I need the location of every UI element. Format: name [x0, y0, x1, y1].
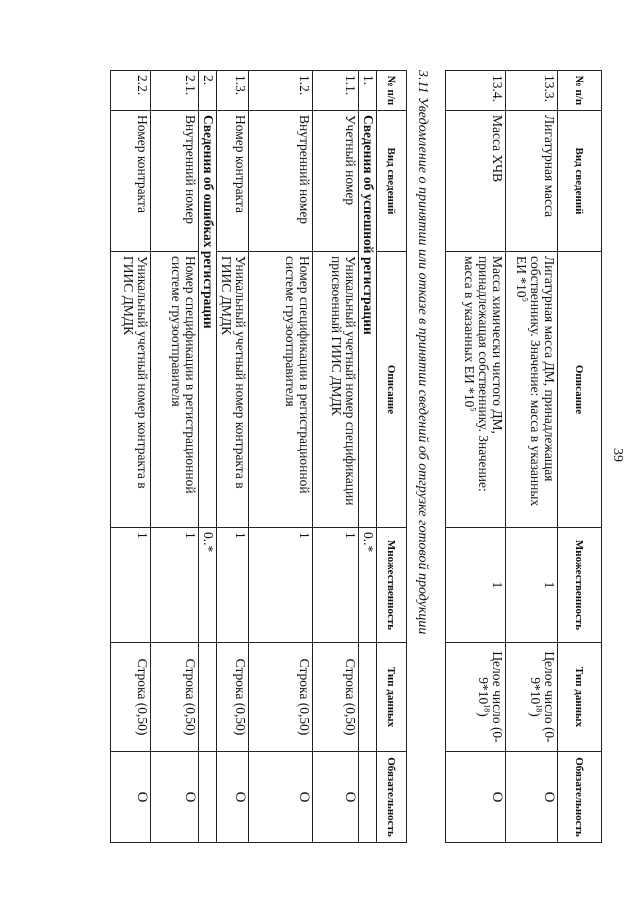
- cell-type: Строка (0,50): [313, 643, 359, 752]
- cell-kind: Номер контракта: [217, 111, 249, 252]
- table-mass: [445, 70, 602, 843]
- table-row: [199, 71, 217, 843]
- cell-desc: Номер спецификации в регистрационной системе грузоотправителя: [249, 252, 313, 528]
- cell-num: 2.: [199, 71, 217, 111]
- cell-mult: 1: [313, 528, 359, 643]
- table-row: [313, 71, 359, 843]
- header-desc: Описание: [377, 252, 407, 528]
- section-caption: 3.11 Уведомление о принятии или отказе в принятии сведений об отгрузке готовой продукции: [415, 70, 430, 635]
- cell-type: Строка (0,50): [249, 643, 313, 752]
- page-number: 39: [610, 448, 625, 462]
- cell-mult: 0..*: [199, 528, 217, 643]
- header-num: № п/п: [558, 71, 602, 111]
- header-desc: Описание: [558, 252, 602, 528]
- section-title: Сведения об успешной регистрации: [359, 111, 377, 528]
- cell-desc: Уникальный учетный номер контракта в ГИИС ДМДК: [111, 252, 151, 528]
- table-row: [217, 71, 249, 843]
- table-row: [359, 71, 377, 843]
- cell-mult: 1: [446, 528, 506, 643]
- cell-mult: 1: [506, 528, 558, 643]
- table-row: [111, 71, 151, 843]
- cell-num: 13.3.: [506, 71, 558, 111]
- cell-type: Целое число $(0-9*10^{18})$: [506, 643, 558, 752]
- cell-mult: 1: [111, 528, 151, 643]
- cell-type: Строка (0,50): [111, 643, 151, 752]
- header-req: Обязательность: [558, 752, 602, 843]
- header-mult: Множественность: [558, 528, 602, 643]
- cell-type: Целое число $(0-9*10^{18})$: [446, 643, 506, 752]
- table-row: [151, 71, 199, 843]
- cell-num: 1.1.: [313, 71, 359, 111]
- table-row: [249, 71, 313, 843]
- header-kind: Вид сведений: [377, 111, 407, 252]
- cell-desc: Уникальный учетный номер контракта в ГИИС ДМДК: [217, 252, 249, 528]
- cell-req: О: [151, 752, 199, 843]
- section-title: Сведения об ошибках регистрации: [199, 111, 217, 528]
- cell-mult: 1: [217, 528, 249, 643]
- cell-req: О: [313, 752, 359, 843]
- cell-num: 2.1.: [151, 71, 199, 111]
- cell-mult: 0..*: [359, 528, 377, 643]
- cell-kind: Масса ХЧВ: [446, 111, 506, 252]
- header-type: Тип данных: [558, 643, 602, 752]
- cell-num: 13.4.: [446, 71, 506, 111]
- table-row: [446, 71, 506, 843]
- cell-kind: Номер контракта: [111, 111, 151, 252]
- header-type: Тип данных: [377, 643, 407, 752]
- cell-mult: 1: [249, 528, 313, 643]
- cell-kind: Внутренний номер: [249, 111, 313, 252]
- cell-kind: Внутренний номер: [151, 111, 199, 252]
- table-row: [506, 71, 558, 843]
- cell-num: 2.2.: [111, 71, 151, 111]
- header-mult: Множественность: [377, 528, 407, 643]
- cell-kind: Учетный номер: [313, 111, 359, 252]
- cell-kind: Лигатурная масса: [506, 111, 558, 252]
- header-kind: Вид сведений: [558, 111, 602, 252]
- cell-desc: Лигатурная масса ДМ, принадлежащая собственнику. Значение: масса в указанных ЕИ $*10^5$: [506, 252, 558, 528]
- cell-desc: Уникальный учетный номер спецификации присвоенный ГИИС ДМДК: [313, 252, 359, 528]
- cell-req: О: [111, 752, 151, 843]
- cell-desc: Номер спецификации в регистрационной системе грузоотправителя: [151, 252, 199, 528]
- cell-req: О: [249, 752, 313, 843]
- cell-type: Строка (0,50): [151, 643, 199, 752]
- header-num: № п/п: [377, 71, 407, 111]
- cell-desc: Масса химически чистого ДМ, принадлежащая собственнику. Значение: масса в указанных ЕИ $*10^5$: [446, 252, 506, 528]
- cell-req: О: [446, 752, 506, 843]
- cell-req: О: [217, 752, 249, 843]
- cell-req: О: [506, 752, 558, 843]
- cell-num: 1.2.: [249, 71, 313, 111]
- table-notification: [110, 70, 407, 843]
- cell-mult: 1: [151, 528, 199, 643]
- cell-num: 1.: [359, 71, 377, 111]
- cell-num: 1.3.: [217, 71, 249, 111]
- cell-type: Строка (0,50): [217, 643, 249, 752]
- header-req: Обязательность: [377, 752, 407, 843]
